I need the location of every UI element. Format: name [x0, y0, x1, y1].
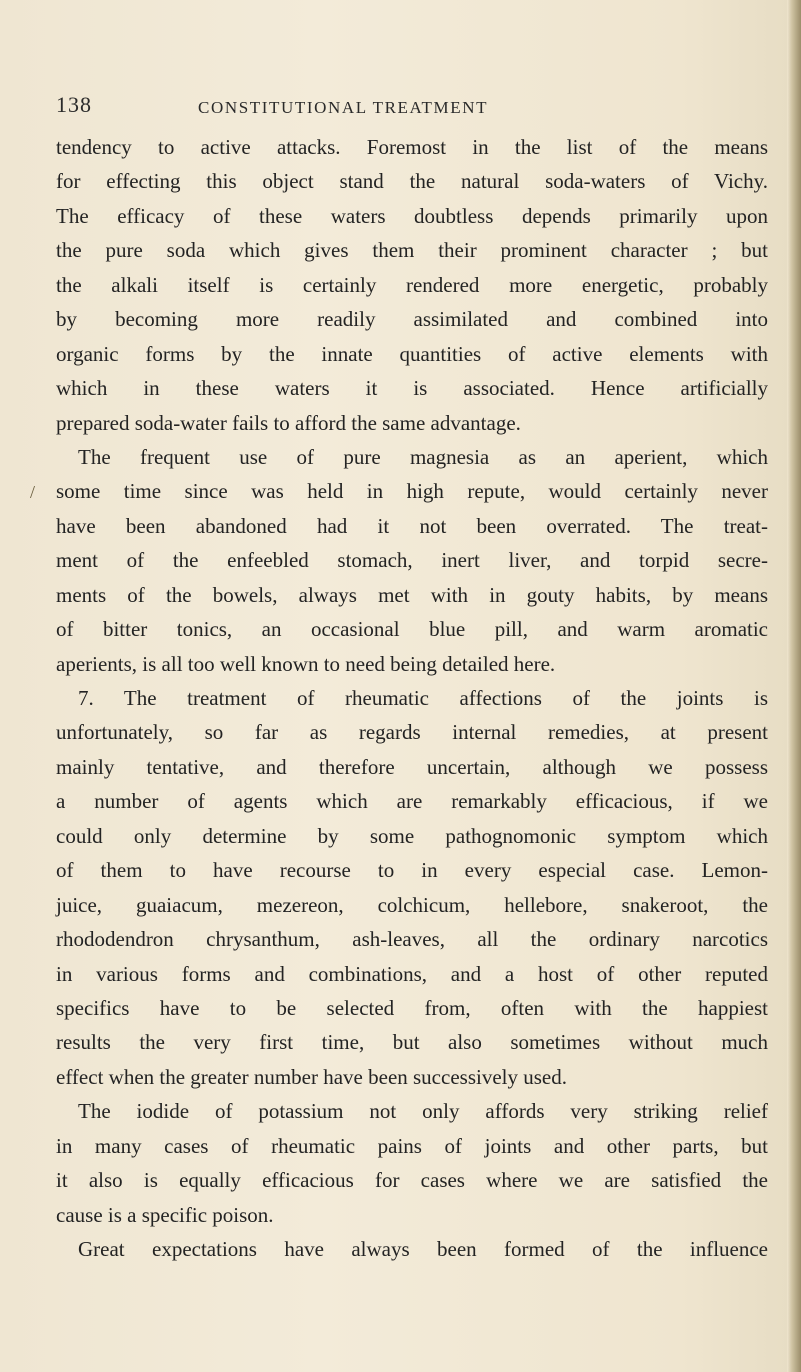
text-line: The iodide of potassium not only affords very striking relief [78, 1099, 768, 1124]
text-line: aperients, is all too well known to need being detailed here. [56, 651, 556, 676]
text-line: Great expectations have always been formed of the influence [78, 1237, 768, 1261]
text-line: rhododendron chrysanthum, ash-leaves, all the ordinary narcotics [56, 927, 768, 952]
text-line: could only determine by some pathognomonic symptom which [56, 823, 768, 848]
text-line: some time since was held in high repute, would certainly never [56, 479, 768, 504]
margin-mark: / [30, 482, 36, 502]
text-line: The efficacy of these waters doubtless depends primarily upon [56, 203, 768, 228]
text-line: the alkali itself is certainly rendered more energetic, probably [56, 272, 768, 297]
body-text [56, 130, 768, 1266]
text-line: of bitter tonics, an occasional blue pill, and warm aromatic [56, 617, 768, 642]
text-line: by becoming more readily assimilated and combined into [56, 307, 768, 332]
text-line: of them to have recourse to in every especial case. Lemon- [56, 858, 768, 883]
text-line: prepared soda-water fails to afford the same advantage. [56, 410, 521, 435]
text-line: mainly tentative, and therefore uncertain, although we possess [56, 754, 768, 779]
page-edge-shadow [787, 0, 801, 1372]
text-line: 7. The treatment of rheumatic affections of the joints is [78, 686, 768, 710]
text-line: cause is a specific poison. [56, 1202, 274, 1227]
text-line: specifics have to be selected from, often with the happiest [56, 995, 768, 1020]
running-title: CONSTITUTIONAL TREATMENT [198, 98, 489, 117]
text-line: ment of the enfeebled stomach, inert liver, and torpid secre- [56, 548, 768, 573]
running-head [0, 92, 801, 124]
text-line: have been abandoned had it not been overrated. The treat- [56, 513, 768, 538]
text-line: ments of the bowels, always met with in gouty habits, by means [56, 582, 768, 607]
text-line: a number of agents which are remarkably efficacious, if we [56, 789, 768, 814]
text-line: juice, guaiacum, mezereon, colchicum, hellebore, snakeroot, the [56, 892, 768, 917]
text-line: in various forms and combinations, and a host of other reputed [56, 961, 768, 986]
text-line: the pure soda which gives them their prominent character ; but [56, 238, 768, 263]
text-line: The frequent use of pure magnesia as an aperient, which [78, 444, 768, 469]
text-line: for effecting this object stand the natural soda-waters of Vichy. [56, 169, 768, 194]
page-number: 138 [56, 92, 92, 117]
text-line: results the very first time, but also sometimes without much [56, 1030, 768, 1055]
text-line: in many cases of rheumatic pains of joints and other parts, but [56, 1133, 768, 1158]
text-line: unfortunately, so far as regards internal remedies, at present [56, 720, 768, 745]
text-line: which in these waters it is associated. Hence artificially [56, 376, 768, 401]
text-line: organic forms by the innate quantities of active elements with [56, 341, 768, 366]
text-line: it also is equally efficacious for cases where we are satisfied the [56, 1168, 768, 1193]
text-line: effect when the greater number have been successively used. [56, 1064, 567, 1089]
text-line: tendency to active attacks. Foremost in the list of the means [56, 135, 768, 159]
